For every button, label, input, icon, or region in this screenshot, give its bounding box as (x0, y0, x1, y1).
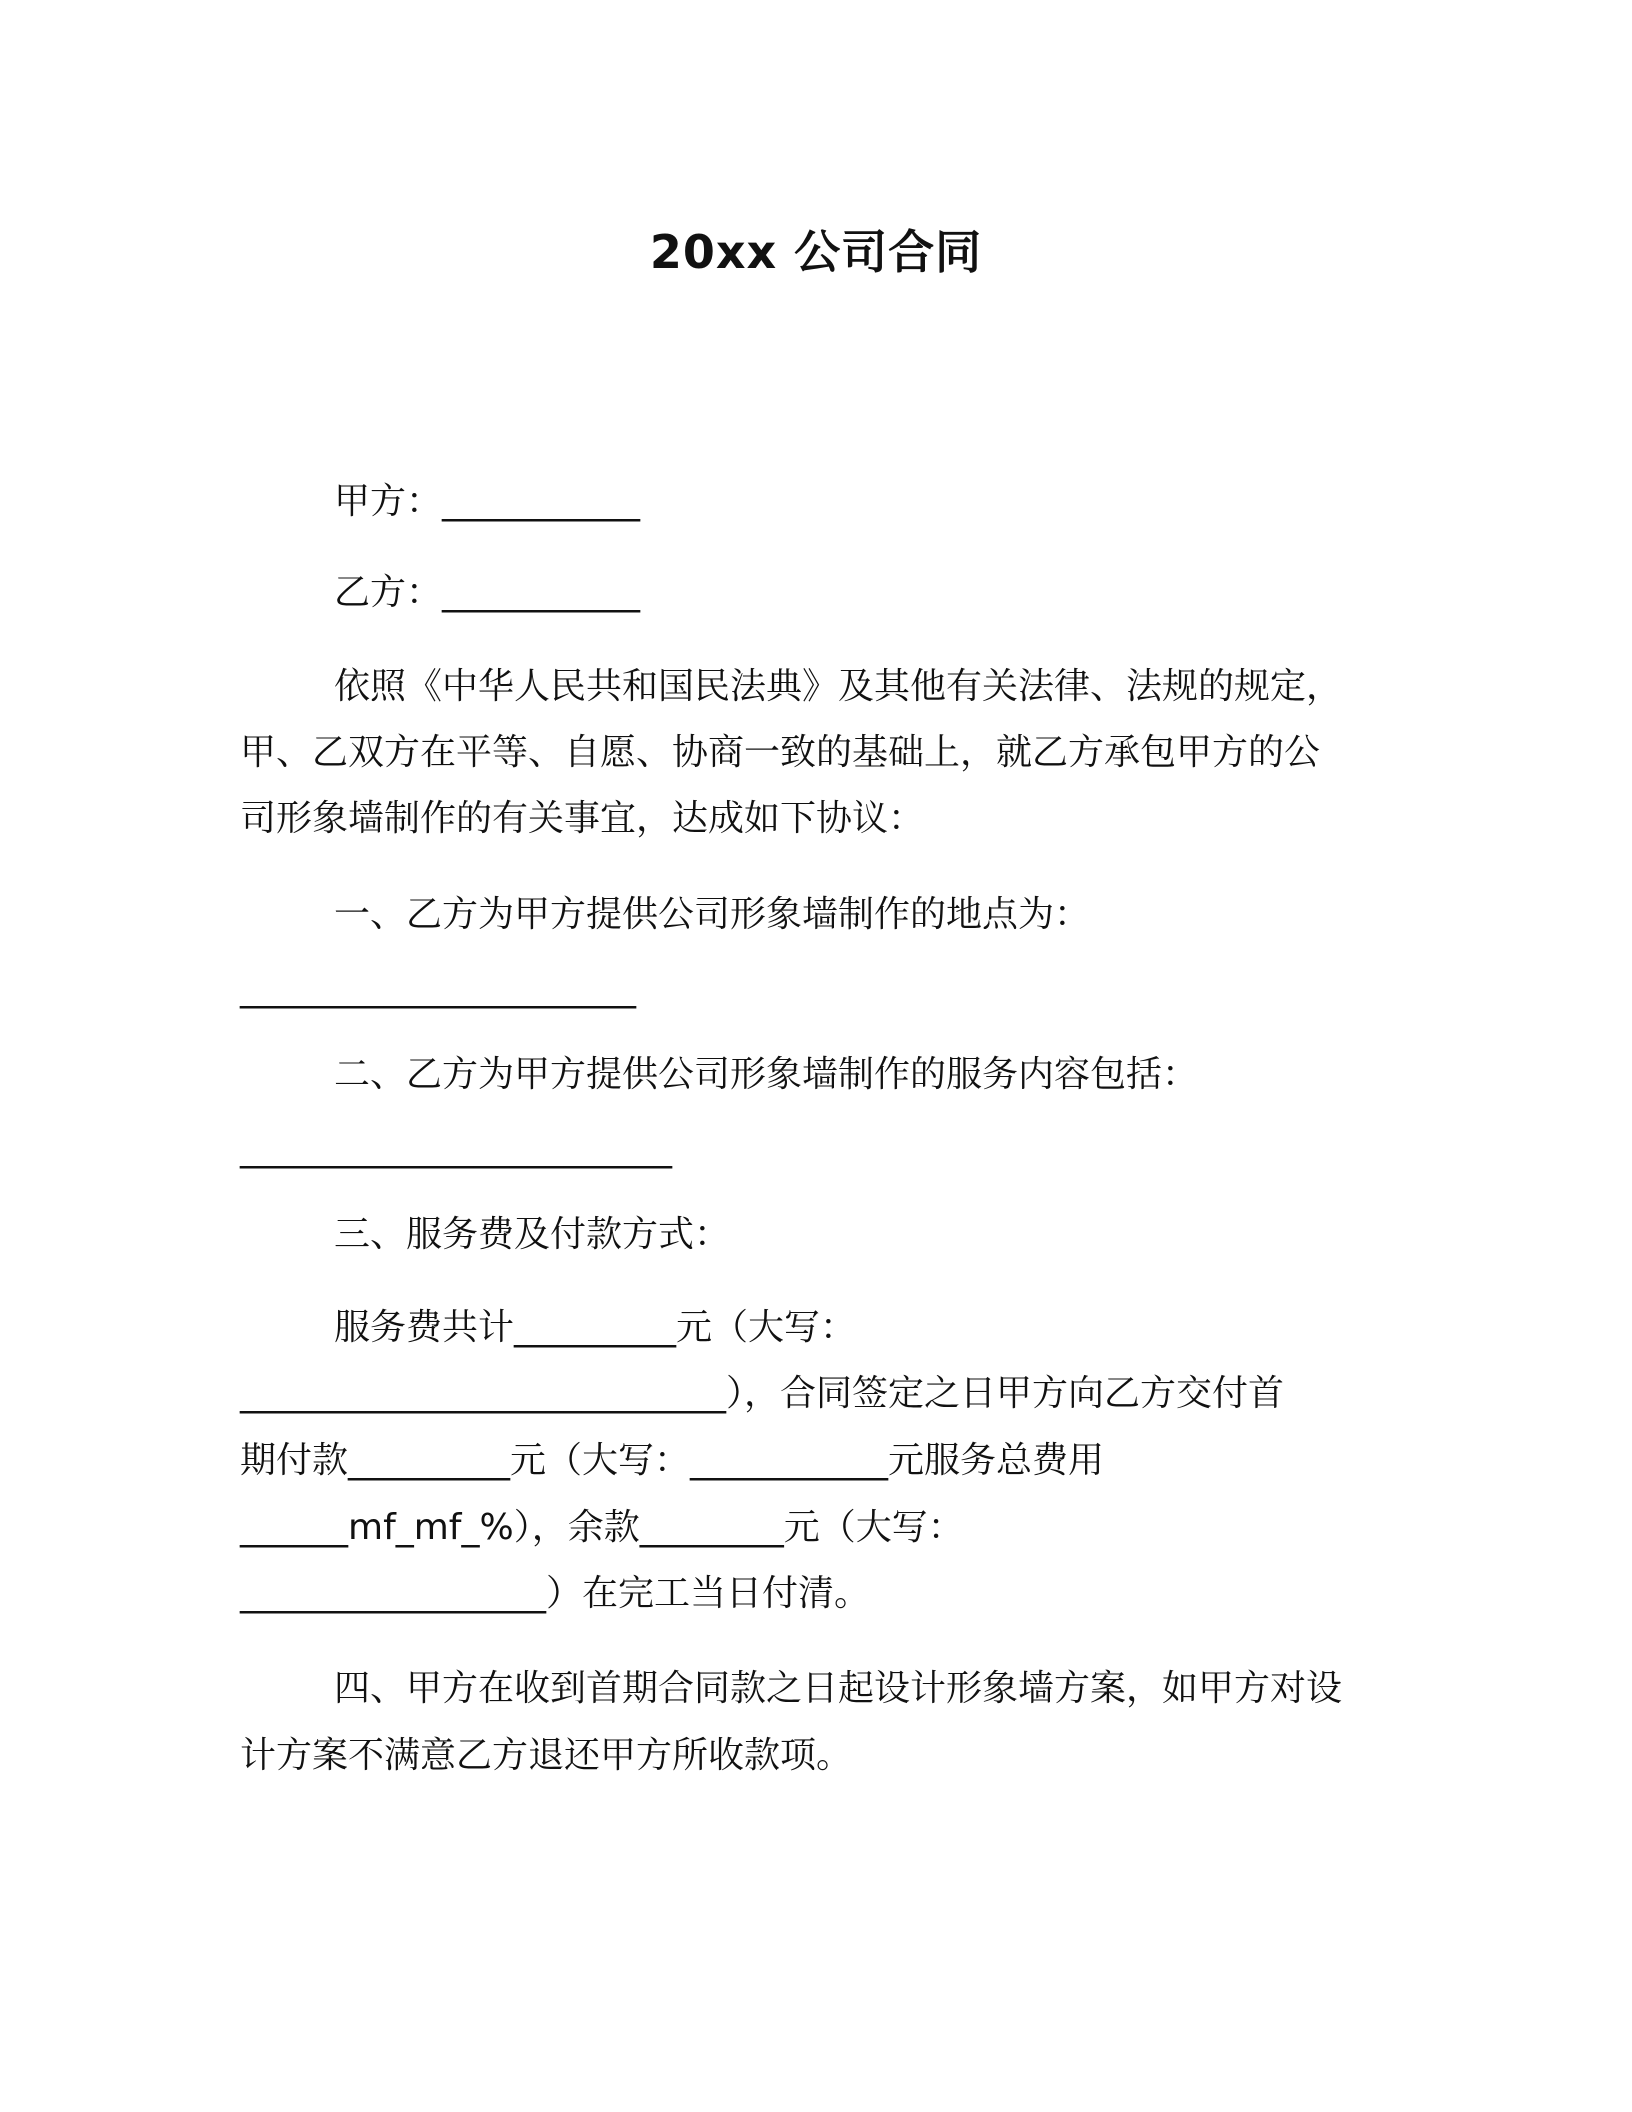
clause-3-heading: 三、服务费及付款方式： (334, 1214, 731, 1255)
clause-3-body-line-5: _________________）在完工当日付清。 (240, 1573, 871, 1614)
party-b-line: 乙方：___________ (334, 572, 641, 613)
clause-1-blank: ______________________ (240, 968, 636, 1009)
preamble-line-1: 依照《中华人民共和国民法典》及其他有关法律、法规的规定， (334, 666, 1343, 707)
preamble-line-3: 司形象墙制作的有关事宜，达成如下协议： (240, 798, 925, 839)
clause-4-line-1: 四、甲方在收到首期合同款之日起设计形象墙方案，如甲方对设 (334, 1668, 1343, 1709)
clause-3-body-line-3: 期付款_________元（大写：___________元服务总费用 (240, 1440, 1105, 1481)
clause-3-body-line-4: ______mf_mf_%），余款________元（大写： (240, 1507, 964, 1548)
document-title: 20xx 公司合同 (649, 225, 983, 279)
clause-1-heading: 一、乙方为甲方提供公司形象墙制作的地点为： (334, 894, 1091, 935)
clause-2-heading: 二、乙方为甲方提供公司形象墙制作的服务内容包括： (334, 1054, 1199, 1095)
clause-2-blank: ________________________ (240, 1128, 672, 1169)
clause-3-body-line-1: 服务费共计_________元（大写： (334, 1307, 857, 1348)
clause-3-body-line-2: ___________________________），合同签定之日甲方向乙方交付首 (240, 1373, 1285, 1414)
preamble-line-2: 甲、乙双方在平等、自愿、协商一致的基础上，就乙方承包甲方的公 (240, 732, 1321, 773)
party-a-line: 甲方：___________ (334, 481, 641, 522)
clause-4-line-2: 计方案不满意乙方退还甲方所收款项。 (240, 1735, 853, 1776)
